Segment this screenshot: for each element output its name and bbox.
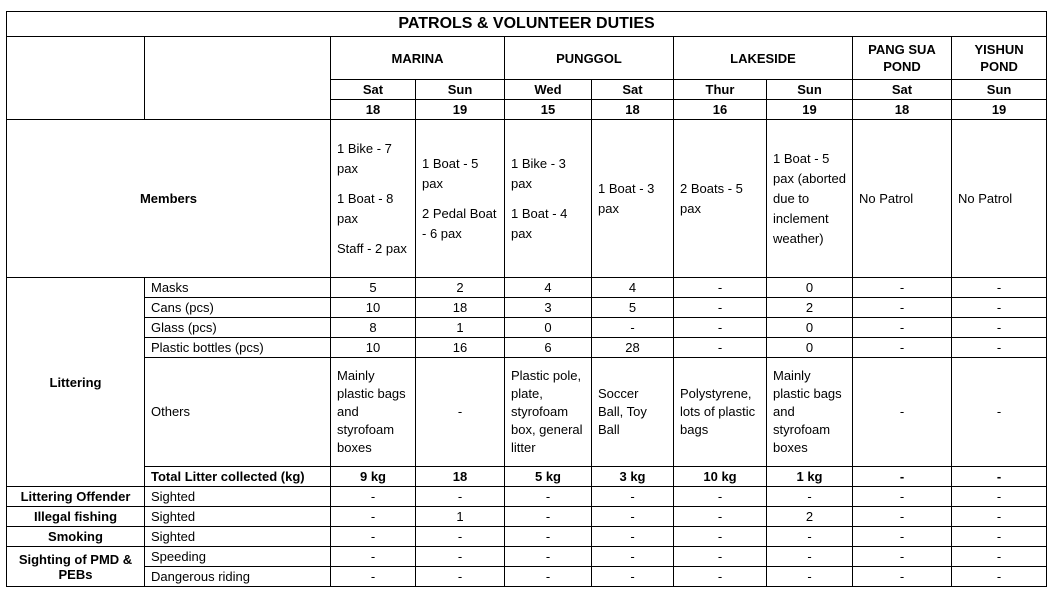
- date-header: 15: [505, 100, 592, 120]
- offence-value: -: [853, 487, 952, 507]
- location-pang-sua-pond: PANG SUA POND: [853, 37, 952, 80]
- offence-value: -: [767, 487, 853, 507]
- offence-category: Illegal fishing: [7, 507, 145, 527]
- littering-label: Littering: [7, 278, 145, 487]
- offence-value: -: [592, 527, 674, 547]
- litter-value: 5: [331, 278, 416, 298]
- location-marina: MARINA: [331, 37, 505, 80]
- total-litter-value: 10 kg: [674, 467, 767, 487]
- litter-others-value: Mainly plastic bags and styrofoam boxes: [331, 358, 416, 467]
- members-cell: [416, 120, 505, 278]
- pmd-value: -: [952, 547, 1047, 567]
- litter-value: -: [952, 278, 1047, 298]
- pmd-value: -: [331, 547, 416, 567]
- pmd-value: -: [416, 567, 505, 587]
- offence-value: -: [674, 507, 767, 527]
- date-header: 18: [331, 100, 416, 120]
- litter-value: 1: [416, 318, 505, 338]
- members-line: 1 Boat - 5 pax: [422, 155, 479, 191]
- members-line: 1 Boat - 3 pax: [598, 180, 655, 216]
- members-line: 1 Boat - 5 pax (aborted due to inclement weather): [773, 150, 846, 246]
- litter-value: 18: [416, 298, 505, 318]
- pmd-label: Dangerous riding: [145, 567, 331, 587]
- members-label: Members: [7, 120, 331, 278]
- litter-value: -: [592, 318, 674, 338]
- litter-value: -: [853, 278, 952, 298]
- pmd-value: -: [674, 547, 767, 567]
- litter-item-label: Glass (pcs): [145, 318, 331, 338]
- litter-value: 2: [416, 278, 505, 298]
- pmd-value: -: [592, 567, 674, 587]
- litter-others-value: Polystyrene, lots of plastic bags: [674, 358, 767, 467]
- litter-value: -: [674, 338, 767, 358]
- offence-value: -: [952, 507, 1047, 527]
- offence-value: -: [505, 527, 592, 547]
- offence-value: -: [592, 487, 674, 507]
- pmd-value: -: [505, 547, 592, 567]
- patrols-table: [6, 11, 1047, 587]
- members-cell: [331, 120, 416, 278]
- date-header: 16: [674, 100, 767, 120]
- litter-value: 16: [416, 338, 505, 358]
- offence-value: -: [505, 487, 592, 507]
- location-lakeside: LAKESIDE: [674, 37, 853, 80]
- date-header: 19: [952, 100, 1047, 120]
- litter-others-value: -: [952, 358, 1047, 467]
- day-header: Thur: [674, 80, 767, 100]
- litter-item-label: Plastic bottles (pcs): [145, 338, 331, 358]
- pmd-value: -: [505, 567, 592, 587]
- total-litter-value: -: [952, 467, 1047, 487]
- litter-value: 3: [505, 298, 592, 318]
- litter-value: 28: [592, 338, 674, 358]
- date-header: 18: [592, 100, 674, 120]
- offence-value: -: [674, 527, 767, 547]
- litter-item-label: Cans (pcs): [145, 298, 331, 318]
- members-line: 1 Bike - 3 pax: [511, 155, 566, 191]
- litter-value: 6: [505, 338, 592, 358]
- total-litter-value: -: [853, 467, 952, 487]
- litter-value: 4: [592, 278, 674, 298]
- day-header: Sat: [331, 80, 416, 100]
- litter-value: -: [674, 278, 767, 298]
- date-header: 19: [416, 100, 505, 120]
- offence-value: -: [952, 487, 1047, 507]
- offence-value: -: [592, 507, 674, 527]
- members-cell: [767, 120, 853, 278]
- litter-others-value: Mainly plastic bags and styrofoam boxes: [767, 358, 853, 467]
- members-line: 1 Bike - 7 pax: [337, 140, 392, 176]
- date-header: 18: [853, 100, 952, 120]
- litter-value: 0: [505, 318, 592, 338]
- members-cell: [592, 120, 674, 278]
- offence-value: -: [853, 527, 952, 547]
- total-litter-value: 3 kg: [592, 467, 674, 487]
- litter-value: -: [853, 318, 952, 338]
- total-litter-label: Total Litter collected (kg): [145, 467, 331, 487]
- day-header: Sun: [767, 80, 853, 100]
- litter-others-value: Plastic pole, plate, styrofoam box, general litter: [505, 358, 592, 467]
- litter-value: 4: [505, 278, 592, 298]
- members-line: 1 Boat - 8 pax: [337, 190, 394, 226]
- offence-label: Sighted: [145, 487, 331, 507]
- members-cell: [952, 120, 1047, 278]
- pmd-label: Speeding: [145, 547, 331, 567]
- offence-label: Sighted: [145, 527, 331, 547]
- litter-value: 8: [331, 318, 416, 338]
- litter-value: -: [674, 298, 767, 318]
- day-header: Sun: [952, 80, 1047, 100]
- litter-value: 0: [767, 318, 853, 338]
- total-litter-value: 9 kg: [331, 467, 416, 487]
- header-blank-2: [145, 37, 331, 120]
- day-header: Sat: [592, 80, 674, 100]
- offence-value: -: [416, 487, 505, 507]
- members-line: 2 Boats - 5 pax: [680, 180, 743, 216]
- day-header: Wed: [505, 80, 592, 100]
- pmd-value: -: [674, 567, 767, 587]
- pmd-value: -: [767, 547, 853, 567]
- day-header: Sat: [853, 80, 952, 100]
- members-line: 1 Boat - 4 pax: [511, 205, 568, 241]
- litter-value: 0: [767, 278, 853, 298]
- members-line: 2 Pedal Boat - 6 pax: [422, 205, 497, 241]
- pmd-value: -: [592, 547, 674, 567]
- total-litter-value: 1 kg: [767, 467, 853, 487]
- offence-value: -: [767, 527, 853, 547]
- offence-value: 1: [416, 507, 505, 527]
- litter-value: 2: [767, 298, 853, 318]
- litter-others-label: Others: [145, 358, 331, 467]
- offence-value: -: [674, 487, 767, 507]
- litter-value: -: [853, 338, 952, 358]
- pmd-value: -: [952, 567, 1047, 587]
- offence-category: Smoking: [7, 527, 145, 547]
- litter-value: 10: [331, 298, 416, 318]
- litter-others-value: Soccer Ball, Toy Ball: [592, 358, 674, 467]
- members-cell: [853, 120, 952, 278]
- litter-value: 10: [331, 338, 416, 358]
- offence-value: 2: [767, 507, 853, 527]
- patrols-report: [6, 11, 1046, 587]
- date-header: 19: [767, 100, 853, 120]
- members-line: Staff - 2 pax: [337, 240, 407, 256]
- offence-category: Littering Offender: [7, 487, 145, 507]
- pmd-value: -: [853, 547, 952, 567]
- litter-value: 0: [767, 338, 853, 358]
- litter-item-label: Masks: [145, 278, 331, 298]
- offence-value: -: [505, 507, 592, 527]
- offence-value: -: [331, 487, 416, 507]
- pmd-category: Sighting of PMD & PEBs: [7, 547, 145, 587]
- pmd-value: -: [331, 567, 416, 587]
- location-yishun-pond: YISHUN POND: [952, 37, 1047, 80]
- offence-value: -: [331, 527, 416, 547]
- litter-value: -: [853, 298, 952, 318]
- litter-value: -: [674, 318, 767, 338]
- litter-value: -: [952, 338, 1047, 358]
- total-litter-value: 5 kg: [505, 467, 592, 487]
- offence-value: -: [416, 527, 505, 547]
- pmd-value: -: [767, 567, 853, 587]
- litter-others-value: -: [853, 358, 952, 467]
- litter-others-value: -: [416, 358, 505, 467]
- members-line: No Patrol: [859, 190, 914, 206]
- location-punggol: PUNGGOL: [505, 37, 674, 80]
- offence-label: Sighted: [145, 507, 331, 527]
- members-line: No Patrol: [958, 190, 1013, 206]
- table-title: PATROLS & VOLUNTEER DUTIES: [7, 12, 1047, 37]
- header-blank-1: [7, 37, 145, 120]
- litter-value: 5: [592, 298, 674, 318]
- total-litter-value: 18: [416, 467, 505, 487]
- offence-value: -: [853, 507, 952, 527]
- litter-value: -: [952, 298, 1047, 318]
- members-cell: [505, 120, 592, 278]
- pmd-value: -: [416, 547, 505, 567]
- offence-value: -: [952, 527, 1047, 547]
- day-header: Sun: [416, 80, 505, 100]
- pmd-value: -: [853, 567, 952, 587]
- offence-value: -: [331, 507, 416, 527]
- litter-value: -: [952, 318, 1047, 338]
- members-cell: [674, 120, 767, 278]
